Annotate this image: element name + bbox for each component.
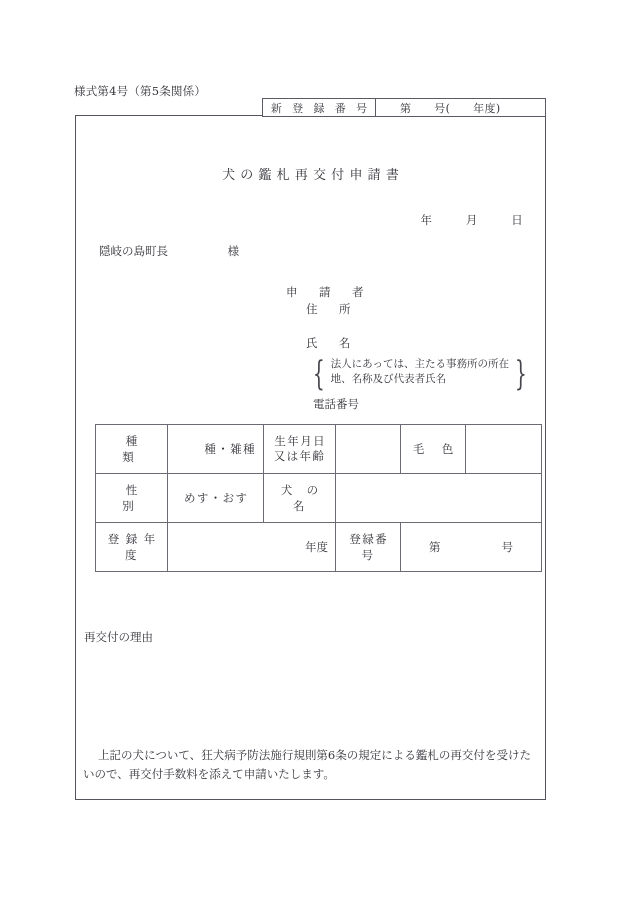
cell-dog-name-label: 犬 の 名 <box>264 474 336 523</box>
new-registration-number-label: 新 登 録 番 号 <box>263 99 376 116</box>
birthdate-line-1: 生年月日 <box>274 434 326 448</box>
cell-birthdate-label <box>264 425 336 474</box>
cell-birthdate-value[interactable] <box>336 425 401 474</box>
cell-breed-value[interactable]: 種・雑種 <box>168 425 264 474</box>
table-row <box>96 474 542 523</box>
cell-coat-color-value[interactable] <box>466 425 542 474</box>
table-row <box>96 523 542 572</box>
date-year: 年 <box>420 213 433 227</box>
date-month: 月 <box>465 213 478 227</box>
page-title: 犬の鑑札再交付申請書 <box>222 168 405 183</box>
cell-sex-value[interactable]: めす・おす <box>168 474 264 523</box>
form-number: 様式第4号（第5条関係） <box>74 84 207 98</box>
brace-right-icon: } <box>514 354 527 394</box>
applicant-address-row <box>286 301 369 318</box>
date-day: 日 <box>511 213 523 227</box>
corporation-note-line-1: 法人にあっては、主たる事務所の所在 <box>330 358 510 370</box>
application-sheet <box>75 115 546 800</box>
corporation-note <box>308 354 532 394</box>
applicant-label-row <box>286 284 369 301</box>
cell-registration-year-value[interactable]: 年度 <box>168 523 336 572</box>
applicant-spacer <box>286 318 369 335</box>
brace-left-icon: { <box>312 354 325 394</box>
cell-dog-name-value[interactable] <box>336 474 542 523</box>
cell-registration-number-label: 登緑番号 <box>336 523 401 572</box>
new-registration-number-box <box>262 98 546 117</box>
addressee <box>99 243 239 259</box>
applicant-label: 申 請 者 <box>286 285 369 299</box>
addressee-honorific: 様 <box>227 244 240 258</box>
cell-coat-color-label: 毛 色 <box>401 425 466 474</box>
applicant-block <box>286 284 369 352</box>
applicant-address-label: 住 所 <box>306 302 356 316</box>
cell-registration-year-label: 登 録 年 度 <box>96 523 168 572</box>
corporation-note-line-2: 地、名称及び代表者氏名 <box>330 373 447 385</box>
date-line <box>420 212 523 228</box>
cell-breed-label: 種 類 <box>96 425 168 474</box>
cell-registration-number-value[interactable]: 第 号 <box>401 523 542 572</box>
reissue-reason-label: 再交付の理由 <box>84 630 153 644</box>
table-row <box>96 425 542 474</box>
birthdate-line-2: 又は年齢 <box>273 449 326 463</box>
phone-number-label: 電話番号 <box>313 397 359 411</box>
applicant-name-label: 氏 名 <box>306 336 356 350</box>
new-registration-number-value: 第 号( 年度) <box>400 101 501 115</box>
applicant-name-row <box>286 335 369 352</box>
corporation-note-text <box>330 357 510 391</box>
addressee-name: 隠岐の島町長 <box>99 244 168 258</box>
cell-sex-label: 性 別 <box>96 474 168 523</box>
closing-statement: 上記の犬について、狂犬病予防法施行規則第6条の規定による鑑札の再交付を受けたいので、再交付手数料を添えて申請いたします。 <box>83 748 531 781</box>
dog-details-table <box>95 424 542 572</box>
